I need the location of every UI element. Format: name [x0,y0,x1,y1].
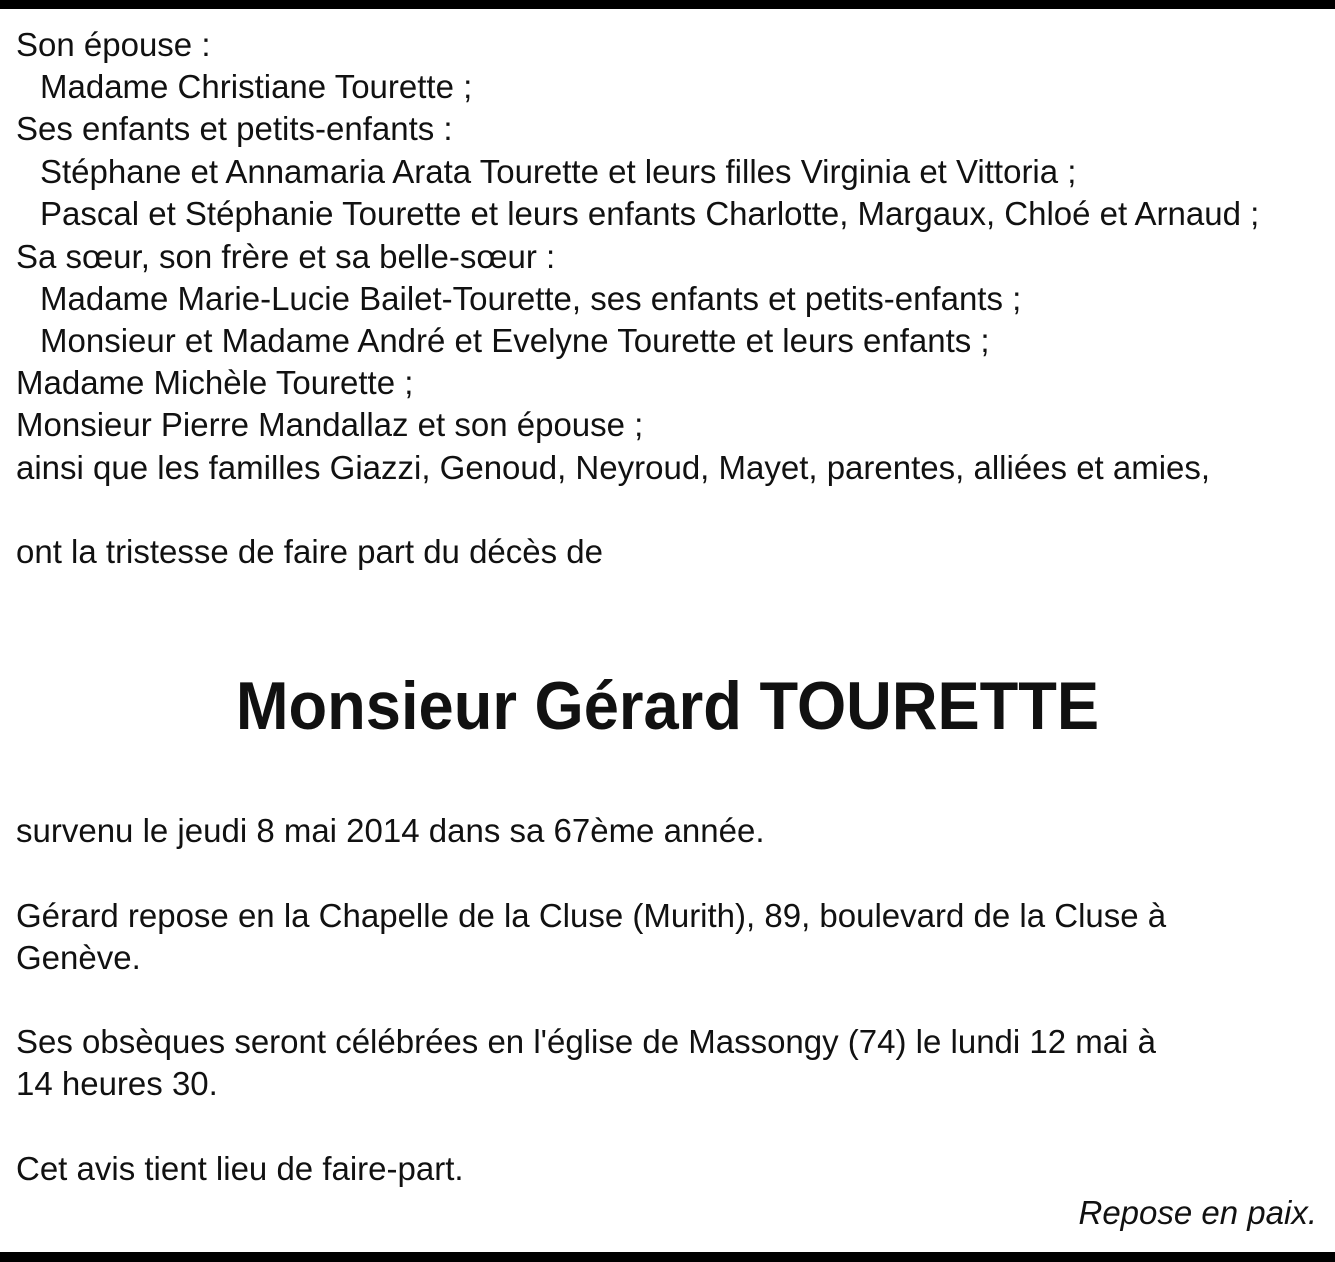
relative-entry: Monsieur Pierre Mandallaz et son épouse ; [16,406,644,443]
spouse-heading: Son épouse : [16,26,211,63]
bottom-rule [0,1252,1335,1262]
child-entry: Pascal et Stéphanie Tourette et leurs enfants Charlotte, Margaux, Chloé et Arnaud ; [40,195,1260,232]
death-info: survenu le jeudi 8 mai 2014 dans sa 67ème année. [16,812,765,849]
sibling-entry: Madame Marie-Lucie Bailet-Tourette, ses enfants et petits-enfants ; [40,280,1022,317]
closing-text: Repose en paix. [1078,1194,1317,1231]
repose-info-line: Genève. [16,939,141,976]
relative-entry: ainsi que les familles Giazzi, Genoud, Neyroud, Mayet, parentes, alliées et amies, [16,449,1211,486]
children-heading: Ses enfants et petits-enfants : [16,110,453,147]
deceased-name: Monsieur Gérard TOURETTE [235,668,1100,744]
sibling-entry: Monsieur et Madame André et Evelyne Tourette et leurs enfants ; [40,322,990,359]
relative-entry: Madame Michèle Tourette ; [16,364,414,401]
child-entry: Stéphane et Annamaria Arata Tourette et leurs filles Virginia et Vittoria ; [40,153,1077,190]
siblings-heading: Sa sœur, son frère et sa belle-sœur : [16,238,556,275]
top-rule [0,0,1335,9]
funeral-info-line: 14 heures 30. [16,1065,218,1102]
funeral-info-line: Ses obsèques seront célébrées en l'église de Massongy (74) le lundi 12 mai à [16,1023,1156,1060]
repose-info-line: Gérard repose en la Chapelle de la Cluse (Murith), 89, boulevard de la Cluse à [16,897,1167,934]
spouse-name: Madame Christiane Tourette ; [40,68,473,105]
notice-text: Cet avis tient lieu de faire-part. [16,1150,464,1187]
announcement-text: ont la tristesse de faire part du décès de [16,533,604,570]
